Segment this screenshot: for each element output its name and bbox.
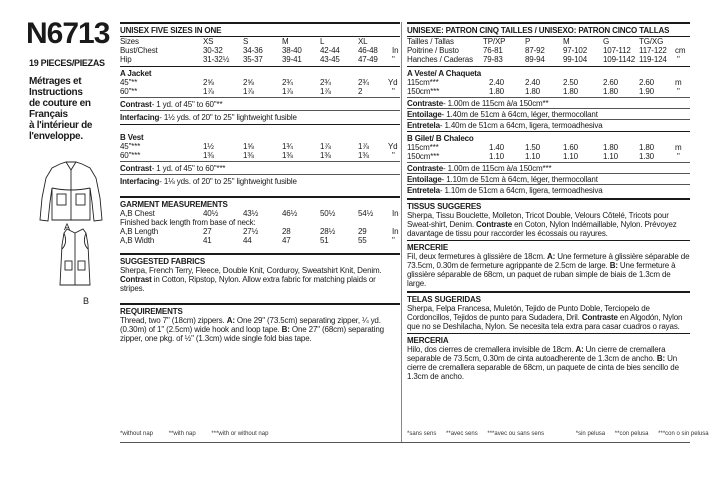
pattern-number: N6713 xyxy=(26,17,110,50)
row-label: Bust/Chest xyxy=(120,46,158,55)
label: Entretela xyxy=(407,121,440,130)
size-cell: S xyxy=(243,37,249,46)
fabrics-contrast: in Cotton, Ripstop, Nylon. Allow extra fabric for matching plaids or stripes. xyxy=(120,275,376,293)
chest-row xyxy=(120,209,400,218)
requirements-title: REQUIREMENTS xyxy=(120,303,400,316)
row-label: A,B Width xyxy=(120,236,155,245)
footnote: *without nap xyxy=(120,431,154,437)
cell: 1.80 xyxy=(603,143,618,152)
value: - 1 yd. of 45" to 60"*** xyxy=(151,164,226,173)
value: - 1½ yds. of 20" to 25" lightweight fusible xyxy=(159,113,297,122)
cell: 2¾ xyxy=(282,78,293,87)
jacket-contrast xyxy=(120,100,400,109)
row-label: Poitrine / Busto xyxy=(407,46,459,55)
cell: 1.80 xyxy=(639,143,654,152)
value: - 1.10m de 51cm à 64cm, léger, thermocollant xyxy=(441,175,598,184)
gilet-contraste xyxy=(407,164,690,173)
mercerie-title: MERCERIE xyxy=(407,240,690,252)
label: Contraste xyxy=(476,220,513,229)
label: Entoilage xyxy=(407,110,442,119)
cell: 119-124 xyxy=(639,55,667,64)
cell: 1.80 xyxy=(525,87,540,96)
vest-interfacing xyxy=(120,177,400,186)
cell: 107-112 xyxy=(603,46,631,55)
cell: 117-122 xyxy=(639,46,667,55)
cell: 1⅞ xyxy=(358,142,369,151)
cell: 47-49 xyxy=(358,55,378,64)
vest-contrast xyxy=(120,164,400,173)
telas-title: TELAS SUGERIDAS xyxy=(407,291,690,304)
hip-row xyxy=(120,55,400,64)
cell: 1.50 xyxy=(525,143,540,152)
cell: 47 xyxy=(282,236,291,245)
cell: 2⅝ xyxy=(243,78,254,87)
cell: 44 xyxy=(243,236,252,245)
french-note-line: à l'intérieur de xyxy=(29,120,93,131)
label: Entretela xyxy=(407,186,440,195)
cell: 1⅞ xyxy=(243,87,254,96)
label: A: xyxy=(226,316,235,325)
jacket-45-row xyxy=(120,78,400,87)
size-cell: TP/XP xyxy=(483,37,506,46)
cell: 2⅝ xyxy=(203,78,214,87)
cell: 1.30 xyxy=(639,152,654,161)
cell: 1.80 xyxy=(603,87,618,96)
jacket-illustration xyxy=(30,158,112,230)
mercerie-fil: Fil, deux fermetures à glissière de 18cm. xyxy=(407,252,545,261)
french-column xyxy=(407,22,690,381)
merceria-hilo: Hilo, dos cierres de cremallera invisible de 18cm. xyxy=(407,345,574,354)
cell: 1.10 xyxy=(563,152,578,161)
veste-115-row xyxy=(407,78,690,87)
cell: 1⅜ xyxy=(358,151,369,160)
size-cell: G xyxy=(603,37,610,46)
value: - 1.40m de 51cm à 64cm, léger, thermocollant xyxy=(441,110,598,119)
cell: 99-104 xyxy=(563,55,588,64)
label: Contraste xyxy=(407,164,443,173)
cell: 46-48 xyxy=(358,46,378,55)
row-label: 45"*** xyxy=(120,142,141,151)
label: Contrast xyxy=(120,164,152,173)
cell: 79-83 xyxy=(483,55,503,64)
unit-cell: In xyxy=(392,46,399,55)
cell: 43½ xyxy=(243,209,259,218)
veste-entretela xyxy=(407,121,690,130)
back-length-note: Finished back length from base of neck: xyxy=(120,218,256,227)
merceria-text xyxy=(407,345,690,381)
row-label: Hip xyxy=(120,55,132,64)
length-row xyxy=(120,227,400,236)
req-b: One 27" (68cm) separating zipper, one pkg. of ½" (1.3cm) wide single fold bias tape. xyxy=(120,325,384,343)
fabrics-list: Sherpa, French Terry, Fleece, Double Knit, Corduroy, Sweatshirt Knit, Denim. xyxy=(120,266,382,275)
vest-45-row xyxy=(120,142,400,151)
unit-cell: " xyxy=(677,152,680,161)
cell: 51 xyxy=(320,236,329,245)
gilet-115-row xyxy=(407,143,690,152)
label: Contrast xyxy=(120,275,152,284)
cell: 1⅞ xyxy=(320,142,331,151)
value: - 1.00m de 115cm à/a 150cm*** xyxy=(443,164,552,173)
size-cell: XS xyxy=(203,37,214,46)
tissus-text xyxy=(407,211,690,238)
cell: 87-92 xyxy=(525,46,545,55)
mercerie-a: Une fermeture à glissière séparable de 73.5cm, 0.30m de fermeture agrippante de 2.5cm de large. xyxy=(407,252,690,270)
cell: 46½ xyxy=(282,209,298,218)
cell: 1⅜ xyxy=(320,151,331,160)
cell: 55 xyxy=(358,236,367,245)
jacket-60-row xyxy=(120,87,400,96)
value: - 1.00m de 115cm à/a 150cm** xyxy=(443,99,549,108)
french-note-line: Métrages et xyxy=(29,76,82,87)
row-label: Sizes xyxy=(120,37,139,46)
tissus-list: Sherpa, Tissu Bouclette, Molleton, Tricot Double, Velours Côtelé, Tricots pour Sweat-shirt, Denim. xyxy=(407,211,669,229)
vest-title: B Vest xyxy=(120,133,144,142)
label: Interfacing xyxy=(120,113,160,122)
gilet-entoilage xyxy=(407,175,690,184)
gilet-150-row xyxy=(407,152,690,161)
garment-measurements-title: GARMENT MEASUREMENTS xyxy=(120,196,400,209)
cell: 2 xyxy=(358,87,363,96)
cell: 1.90 xyxy=(639,87,654,96)
poitrine-row xyxy=(407,46,690,55)
unit-cell: cm xyxy=(675,46,686,55)
unit-cell: In xyxy=(392,209,399,218)
unit-cell: Yd xyxy=(388,142,398,151)
cell: 2.50 xyxy=(563,78,578,87)
cell: 2.60 xyxy=(603,78,618,87)
sizes-row xyxy=(120,37,400,46)
tissus-title: TISSUS SUGGERES xyxy=(407,198,690,211)
telas-text xyxy=(407,304,690,331)
cell: 1¾ xyxy=(282,142,293,151)
view-a-label: A xyxy=(64,222,71,232)
pieces-count: 19 PIECES/PIEZAS xyxy=(29,58,105,68)
cell: 1.60 xyxy=(563,143,578,152)
cell: 34-36 xyxy=(243,46,263,55)
veste-contraste xyxy=(407,99,690,108)
footnote: *sans sens xyxy=(407,431,437,437)
veste-title: A Veste/ A Chaqueta xyxy=(407,69,482,78)
cell: 76-81 xyxy=(483,46,503,55)
cell: 35-37 xyxy=(243,55,263,64)
cell: 54½ xyxy=(358,209,374,218)
requirements-text xyxy=(120,316,400,343)
footnote: ***con o sin pelusa xyxy=(658,431,709,437)
french-title: UNISEXE: PATRON CINQ TAILLES / UNISEXO: PATRON CINCO TALLAS xyxy=(407,22,690,35)
gilet-entretela xyxy=(407,186,690,195)
bust-row xyxy=(120,46,400,55)
merceria-title: MERCERIA xyxy=(407,333,690,345)
view-b-label: B xyxy=(83,296,90,306)
footnote: **con pelusa xyxy=(614,431,649,437)
row-label: 150cm*** xyxy=(407,152,440,161)
cell: 1⅜ xyxy=(282,151,293,160)
cell: 1.10 xyxy=(603,152,618,161)
mercerie-b: Une fermeture à glissière séparable de 68cm, un paquet de ruban simple de biais de 1.3cm de large. xyxy=(407,261,676,288)
cell: 2.40 xyxy=(489,78,504,87)
req-a: One 29" (73.5cm) separating zipper, ¼ yd. (0.30m) of 1" (2.5cm) wide hook and loop tape. xyxy=(120,316,381,334)
cell: 2.60 xyxy=(639,78,654,87)
veste-150-row xyxy=(407,87,690,96)
size-cell: TG/XG xyxy=(639,37,664,46)
label: Contraste xyxy=(407,99,443,108)
cell: 1⅞ xyxy=(320,87,331,96)
cell: 2¾ xyxy=(320,78,331,87)
value: - 1 yd. of 45" to 60"** xyxy=(151,100,223,109)
label: Contraste xyxy=(581,313,618,322)
size-cell: XL xyxy=(358,37,368,46)
unit-cell: " xyxy=(392,55,395,64)
merceria-b: Un cierre de cremallera separable de 68cm, un paquete de cinta de bies sencillo de 1.3cm de ancho. xyxy=(407,354,679,381)
cell: 31-32½ xyxy=(203,55,230,64)
label: Entoilage xyxy=(407,175,442,184)
unit-cell: " xyxy=(392,236,395,245)
cell: 50½ xyxy=(320,209,336,218)
tailles-row xyxy=(407,37,690,46)
row-label: 150cm*** xyxy=(407,87,440,96)
english-title: UNISEX FIVE SIZES IN ONE xyxy=(120,22,400,35)
footnote: ***with or without nap xyxy=(211,431,269,437)
row-label: 60"** xyxy=(120,87,138,96)
footnote: ***avec ou sans sens xyxy=(487,431,545,437)
cell: 41 xyxy=(203,236,212,245)
cell: 1.10 xyxy=(489,152,504,161)
unit-cell: m xyxy=(675,143,682,152)
english-column xyxy=(120,22,400,343)
row-label: A,B Chest xyxy=(120,209,155,218)
row-label: Tailles / Tallas xyxy=(407,37,454,46)
width-row xyxy=(120,236,400,245)
cell: 97-102 xyxy=(563,46,588,55)
unit-cell: m xyxy=(675,78,682,87)
label: Contrast xyxy=(120,100,152,109)
french-note xyxy=(29,76,92,142)
cell: 42-44 xyxy=(320,46,340,55)
cell: 2.40 xyxy=(525,78,540,87)
french-note-line: de couture en xyxy=(29,98,91,109)
cell: 1.40 xyxy=(489,143,504,152)
mercerie-text xyxy=(407,252,690,288)
suggested-fabrics-title: SUGGESTED FABRICS xyxy=(120,253,400,266)
merceria-a: Un cierre de cremallera separable de 73.5cm, 0.30m de cinta autoadherente de 1.3cm de ancho. xyxy=(407,345,666,363)
suggested-fabrics-text xyxy=(120,266,400,293)
row-label: 115cm*** xyxy=(407,78,439,87)
cell: 40½ xyxy=(203,209,219,218)
tissus-contraste: en Coton, Nylon Indémaillable, Nylon. Prévoyez davantage de tissu pour raccorder les écossais ou rayures. xyxy=(407,220,677,238)
label: B: xyxy=(609,261,618,270)
unit-cell: " xyxy=(392,87,395,96)
footnote: *sin pelusa xyxy=(575,431,606,437)
cell: 89-94 xyxy=(525,55,545,64)
french-note-line: Instructions xyxy=(29,87,83,98)
veste-entoilage xyxy=(407,110,690,119)
cell: 27 xyxy=(203,227,212,236)
cell: 1.80 xyxy=(489,87,504,96)
french-footnotes xyxy=(407,431,709,437)
row-label: 60"*** xyxy=(120,151,141,160)
unit-cell: " xyxy=(677,87,680,96)
label: B: xyxy=(281,325,290,334)
unit-cell: In xyxy=(392,227,399,236)
cell: 43-45 xyxy=(320,55,340,64)
cell: 1⅝ xyxy=(243,142,254,151)
cell: 28½ xyxy=(320,227,336,236)
label: A: xyxy=(547,252,556,261)
vest-60-row xyxy=(120,151,400,160)
french-note-line: l'enveloppe. xyxy=(29,131,83,142)
cell: 30-32 xyxy=(203,46,223,55)
cell: 1.80 xyxy=(563,87,578,96)
cell: 1⅞ xyxy=(282,87,293,96)
unit-cell: " xyxy=(392,151,395,160)
cell: 39-41 xyxy=(282,55,302,64)
column-divider xyxy=(401,22,402,442)
jacket-title: A Jacket xyxy=(120,69,152,78)
telas-contraste: en Algodón, Nylon que no se Deshilacha, Nylon. Se necesita tela extra para casar cuadros o rayas. xyxy=(407,313,683,331)
cell: 38-40 xyxy=(282,46,302,55)
row-label: 45"** xyxy=(120,78,138,87)
cell: 1.10 xyxy=(525,152,540,161)
jacket-interfacing xyxy=(120,113,400,122)
label: A: xyxy=(575,345,584,354)
vest-illustration xyxy=(50,225,100,291)
row-label: A,B Length xyxy=(120,227,159,236)
size-cell: L xyxy=(320,37,325,46)
footnote: **with nap xyxy=(168,431,196,437)
value: - 1.40m de 51cm a 64cm, ligera, termoadhesiva xyxy=(439,121,603,130)
label: B: xyxy=(656,354,665,363)
cell: 1⅜ xyxy=(203,151,214,160)
gilet-title: B Gilet/ B Chaleco xyxy=(407,134,474,143)
unit-cell: Yd xyxy=(388,78,398,87)
french-note-line: Français xyxy=(29,109,68,120)
hanches-row xyxy=(407,55,690,64)
row-label: Hanches / Caderas xyxy=(407,55,473,64)
footnote: **avec sens xyxy=(446,431,478,437)
cell: 109-1142 xyxy=(603,55,636,64)
cell: 27½ xyxy=(243,227,259,236)
bottom-rule xyxy=(120,442,690,443)
size-cell: P xyxy=(525,37,531,46)
cell: 1½ xyxy=(203,142,214,151)
value: - 1⅛ yds. of 20" to 25" lightweight fusible xyxy=(159,177,297,186)
english-footnotes xyxy=(120,431,268,437)
telas-list: Sherpa, Felpa Francesa, Muletón, Tejido de Punto Doble, Terciopelo de Cordoncillos, Tejidos de punto para Sudadera, Dril. xyxy=(407,304,650,322)
size-cell: M xyxy=(563,37,570,46)
cell: 1⅞ xyxy=(203,87,214,96)
cell: 28 xyxy=(282,227,291,236)
req-thread: Thread, two 7" (18cm) zippers. xyxy=(120,316,225,325)
cell: 29 xyxy=(358,227,367,236)
unit-cell: " xyxy=(677,55,680,64)
cell: 1⅜ xyxy=(243,151,254,160)
value: - 1.10m de 51cm a 64cm, ligera, termoadhesiva xyxy=(439,186,603,195)
size-cell: M xyxy=(282,37,289,46)
cell: 2¾ xyxy=(358,78,369,87)
label: Interfacing xyxy=(120,177,160,186)
row-label: 115cm*** xyxy=(407,143,439,152)
